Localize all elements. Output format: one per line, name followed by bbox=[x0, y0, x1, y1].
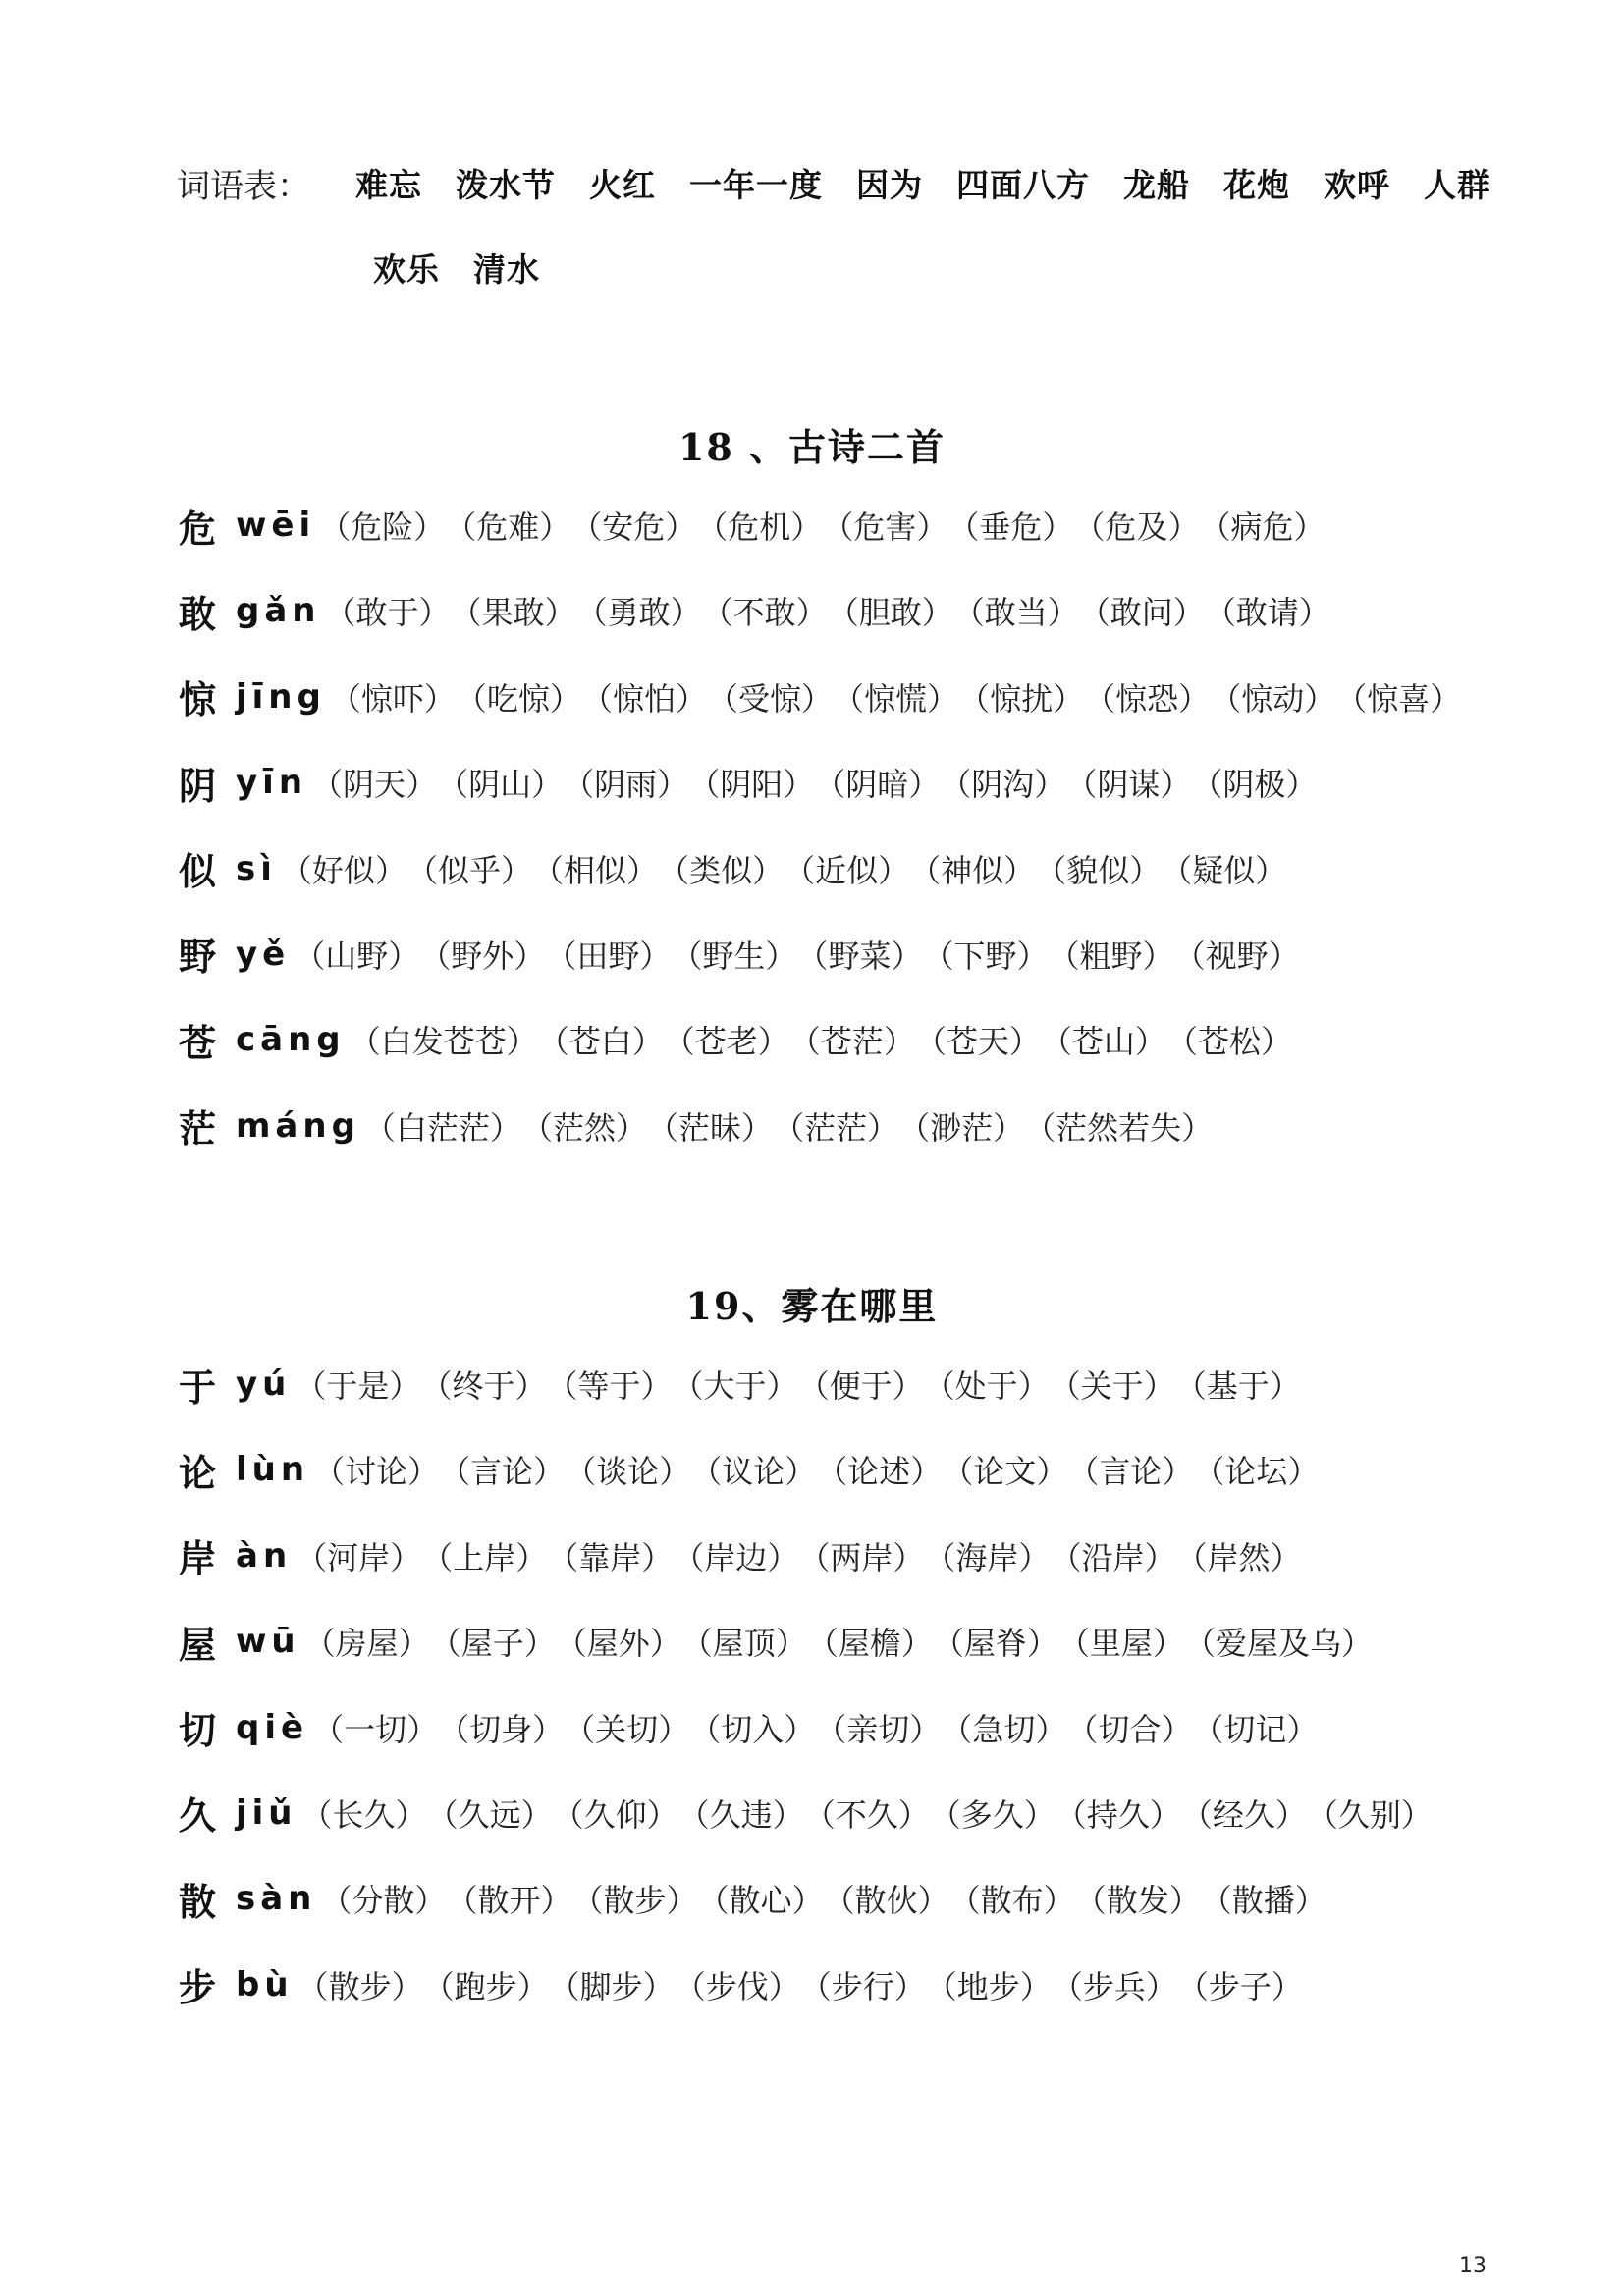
example-word: （ 苍茫 ） bbox=[789, 1017, 915, 1062]
example-word: （ 一切 ） bbox=[312, 1705, 438, 1750]
example-word: （ 野菜 ） bbox=[796, 932, 922, 977]
example-word: （ 言论 ） bbox=[439, 1447, 565, 1492]
character: 论 bbox=[179, 1450, 217, 1495]
example-word: （ 渺茫 ） bbox=[898, 1103, 1024, 1148]
example-word: （ 疑似 ） bbox=[1161, 846, 1286, 891]
example-word: （ 于是 ） bbox=[295, 1362, 420, 1407]
page-number: 13 bbox=[1459, 2254, 1487, 2278]
character: 惊 bbox=[179, 677, 217, 722]
pinyin: bù bbox=[236, 1964, 294, 2004]
example-word: （ 阴天 ） bbox=[311, 760, 437, 805]
character-entry bbox=[179, 667, 1573, 726]
example-word: （ 关切 ） bbox=[564, 1705, 689, 1750]
character: 阴 bbox=[179, 763, 217, 808]
vocab-word: 花炮 bbox=[1223, 165, 1290, 204]
example-word: （ 步兵 ） bbox=[1052, 1962, 1177, 2007]
example-word: （ 苍老 ） bbox=[664, 1017, 789, 1062]
example-word: （ 多久 ） bbox=[930, 1790, 1056, 1836]
example-word: （ 脚步 ） bbox=[549, 1962, 675, 2007]
example-word: （ 茫然 ） bbox=[521, 1103, 647, 1148]
character: 危 bbox=[179, 506, 217, 551]
example-word: （ 相似 ） bbox=[532, 846, 658, 891]
vocab-word: 清水 bbox=[473, 249, 540, 289]
example-word: （ 步伐 ） bbox=[675, 1962, 800, 2007]
example-word: （ 苍天 ） bbox=[915, 1017, 1041, 1062]
example-word: （ 茫然若失 ） bbox=[1024, 1103, 1213, 1148]
example-word: （ 惊慌 ） bbox=[833, 674, 958, 720]
example-word: （ 惊动 ） bbox=[1210, 674, 1335, 720]
vocabulary-row-1 bbox=[177, 157, 1551, 208]
example-word: （ 岸边 ） bbox=[673, 1533, 798, 1578]
example-word: （ 危难 ） bbox=[445, 503, 570, 548]
character-entry bbox=[179, 1869, 1573, 1928]
example-word: （ 久远 ） bbox=[427, 1790, 553, 1836]
vocab-word: 一年一度 bbox=[689, 165, 823, 204]
character: 野 bbox=[179, 934, 217, 980]
example-word: （ 苍松 ） bbox=[1166, 1017, 1292, 1062]
pinyin: qiè bbox=[236, 1707, 309, 1747]
example-word: （ 屋顶 ） bbox=[681, 1619, 807, 1664]
vocabulary-label: 词语表： bbox=[177, 166, 310, 206]
example-word: （ 论坛 ） bbox=[1193, 1447, 1319, 1492]
example-word: （ 苍山 ） bbox=[1041, 1017, 1166, 1062]
example-word: （ 好似 ） bbox=[281, 846, 406, 891]
example-word: （ 岸然 ） bbox=[1175, 1533, 1301, 1578]
example-word: （ 惊恐 ） bbox=[1084, 674, 1210, 720]
example-word: （ 类似 ） bbox=[658, 846, 784, 891]
character: 步 bbox=[179, 1965, 217, 2010]
example-word: （ 受惊 ） bbox=[707, 674, 833, 720]
example-word: （ 关于 ） bbox=[1050, 1362, 1175, 1407]
example-word: （ 果敢 ） bbox=[451, 588, 576, 633]
vocab-word: 四面八方 bbox=[956, 165, 1090, 204]
example-word: （ 房屋 ） bbox=[304, 1619, 430, 1664]
example-word: （ 便于 ） bbox=[798, 1362, 924, 1407]
character-entry bbox=[179, 1955, 1573, 2014]
example-word: （ 经久 ） bbox=[1181, 1790, 1307, 1836]
pinyin: jīng bbox=[236, 676, 326, 717]
example-word: （ 危险 ） bbox=[319, 503, 445, 548]
pinyin: sì bbox=[236, 848, 277, 888]
character: 散 bbox=[179, 1879, 217, 1924]
character: 似 bbox=[179, 849, 217, 894]
example-word: （ 危机 ） bbox=[696, 503, 822, 548]
character: 屋 bbox=[179, 1622, 217, 1667]
example-word: （ 屋脊 ） bbox=[933, 1619, 1058, 1664]
example-word: （ 久仰 ） bbox=[553, 1790, 678, 1836]
example-word: （ 视野 ） bbox=[1174, 932, 1300, 977]
vocab-word: 因为 bbox=[856, 165, 923, 204]
character-entry bbox=[179, 581, 1573, 640]
pinyin: cāng bbox=[236, 1020, 346, 1060]
example-word: （ 不敢 ） bbox=[702, 588, 828, 633]
vocab-word: 人群 bbox=[1424, 165, 1490, 204]
example-word: （ 持久 ） bbox=[1056, 1790, 1181, 1836]
lesson-entries bbox=[179, 1355, 1573, 2014]
character: 切 bbox=[179, 1708, 217, 1753]
example-word: （ 沿岸 ） bbox=[1050, 1533, 1175, 1578]
example-word: （ 野外 ） bbox=[419, 932, 545, 977]
example-word: （ 似乎 ） bbox=[406, 846, 532, 891]
pinyin: wū bbox=[236, 1622, 300, 1662]
example-word: （ 散开 ） bbox=[446, 1876, 571, 1921]
example-word: （ 胆敢 ） bbox=[828, 588, 953, 633]
pinyin: àn bbox=[236, 1535, 293, 1575]
character-entry bbox=[179, 1612, 1573, 1671]
example-word: （ 阴谋 ） bbox=[1065, 760, 1191, 805]
pinyin: wēi bbox=[236, 506, 316, 545]
example-word: （ 河岸 ） bbox=[296, 1533, 421, 1578]
example-word: （ 阴沟 ） bbox=[940, 760, 1065, 805]
example-word: （ 病危 ） bbox=[1199, 503, 1325, 548]
example-word: （ 海岸 ） bbox=[924, 1533, 1050, 1578]
pinyin: gǎn bbox=[236, 591, 321, 631]
example-word: （ 大于 ） bbox=[673, 1362, 798, 1407]
example-word: （ 步行 ） bbox=[800, 1962, 926, 2007]
example-word: （ 切身 ） bbox=[438, 1705, 564, 1750]
pinyin: yīn bbox=[236, 763, 308, 803]
vocabulary-list bbox=[177, 157, 1551, 293]
character: 于 bbox=[179, 1364, 217, 1410]
example-word: （ 两岸 ） bbox=[798, 1533, 924, 1578]
example-word: （ 阴雨 ） bbox=[563, 760, 688, 805]
example-word: （ 切合 ） bbox=[1066, 1705, 1192, 1750]
example-word: （ 阴极 ） bbox=[1191, 760, 1317, 805]
character-entry bbox=[179, 925, 1573, 984]
example-word: （ 终于 ） bbox=[420, 1362, 546, 1407]
pinyin: sàn bbox=[236, 1879, 317, 1919]
example-word: （ 安危 ） bbox=[570, 503, 696, 548]
vocabulary-row-2 bbox=[177, 241, 1551, 293]
example-word: （ 屋檐 ） bbox=[807, 1619, 933, 1664]
vocab-word: 泼水节 bbox=[456, 165, 556, 204]
example-word: （ 久别 ） bbox=[1307, 1790, 1433, 1836]
example-word: （ 茫茫 ） bbox=[773, 1103, 898, 1148]
example-word: （ 切入 ） bbox=[689, 1705, 815, 1750]
example-word: （ 茫昧 ） bbox=[647, 1103, 773, 1148]
example-word: （ 白茫茫 ） bbox=[364, 1103, 521, 1148]
character-entry bbox=[179, 753, 1573, 812]
character: 敢 bbox=[179, 591, 217, 636]
character-entry bbox=[179, 1355, 1573, 1414]
example-word: （ 切记 ） bbox=[1192, 1705, 1318, 1750]
example-word: （ 敢当 ） bbox=[953, 588, 1079, 633]
example-word: （ 基于 ） bbox=[1175, 1362, 1301, 1407]
character-entry bbox=[179, 1784, 1573, 1842]
example-word: （ 勇敢 ） bbox=[576, 588, 702, 633]
example-word: （ 靠岸 ） bbox=[547, 1533, 673, 1578]
pinyin: yě bbox=[236, 934, 291, 974]
pinyin: lùn bbox=[236, 1450, 310, 1490]
example-word: （ 田野 ） bbox=[545, 932, 671, 977]
example-word: （ 山野 ） bbox=[294, 932, 419, 977]
character: 岸 bbox=[179, 1536, 217, 1581]
example-word: （ 不久 ） bbox=[804, 1790, 930, 1836]
character: 茫 bbox=[179, 1106, 217, 1151]
pinyin: jiǔ bbox=[236, 1792, 298, 1833]
character-entry bbox=[179, 1096, 1573, 1155]
example-word: （ 貌似 ） bbox=[1035, 846, 1161, 891]
example-word: （ 垂危 ） bbox=[947, 503, 1073, 548]
example-word: （ 屋外 ） bbox=[556, 1619, 681, 1664]
vocab-word: 龙船 bbox=[1123, 165, 1190, 204]
example-word: （ 处于 ） bbox=[924, 1362, 1050, 1407]
example-word: （ 粗野 ） bbox=[1049, 932, 1174, 977]
example-word: （ 神似 ） bbox=[909, 846, 1035, 891]
example-word: （ 野生 ） bbox=[671, 932, 796, 977]
character-entry bbox=[179, 1698, 1573, 1757]
example-word: （ 敢问 ） bbox=[1079, 588, 1205, 633]
example-word: （ 近似 ） bbox=[784, 846, 909, 891]
lesson-title: 19、雾在哪里 bbox=[685, 1284, 939, 1328]
example-word: （ 危及 ） bbox=[1073, 503, 1199, 548]
example-word: （ 议论 ） bbox=[690, 1447, 816, 1492]
example-word: （ 敢请 ） bbox=[1205, 588, 1330, 633]
example-word: （ 阴阳 ） bbox=[688, 760, 814, 805]
example-word: （ 亲切 ） bbox=[815, 1705, 941, 1750]
example-word: （ 上岸 ） bbox=[421, 1533, 547, 1578]
example-word: （ 爱屋及乌 ） bbox=[1184, 1619, 1373, 1664]
vocab-word: 火红 bbox=[589, 165, 656, 204]
example-word: （ 散伙 ） bbox=[824, 1876, 949, 1921]
example-word: （ 白发苍苍 ） bbox=[350, 1017, 538, 1062]
vocab-word: 难忘 bbox=[355, 165, 422, 204]
example-word: （ 惊吓 ） bbox=[330, 674, 456, 720]
example-word: （ 散步 ） bbox=[298, 1962, 423, 2007]
example-word: （ 地步 ） bbox=[926, 1962, 1052, 2007]
character-entry bbox=[179, 1010, 1573, 1069]
pinyin: yú bbox=[236, 1364, 292, 1404]
example-word: （ 里屋 ） bbox=[1058, 1619, 1184, 1664]
example-word: （ 长久 ） bbox=[301, 1790, 427, 1836]
example-word: （ 阴暗 ） bbox=[814, 760, 940, 805]
lesson-title: 18 、古诗二首 bbox=[677, 425, 947, 469]
example-word: （ 等于 ） bbox=[546, 1362, 672, 1407]
character-entry bbox=[179, 1526, 1573, 1585]
example-word: （ 散布 ） bbox=[949, 1876, 1075, 1921]
example-word: （ 论述 ） bbox=[816, 1447, 942, 1492]
example-word: （ 讨论 ） bbox=[313, 1447, 439, 1492]
example-word: （ 敢于 ） bbox=[325, 588, 451, 633]
lesson-entries bbox=[179, 496, 1573, 1155]
example-word: （ 急切 ） bbox=[941, 1705, 1066, 1750]
character-entry bbox=[179, 496, 1573, 555]
vocab-word: 欢乐 bbox=[373, 249, 440, 289]
example-word: （ 散播 ） bbox=[1201, 1876, 1326, 1921]
example-word: （ 言论 ） bbox=[1067, 1447, 1193, 1492]
example-word: （ 久违 ） bbox=[678, 1790, 804, 1836]
example-word: （ 阴山 ） bbox=[437, 760, 563, 805]
character: 久 bbox=[179, 1793, 217, 1839]
example-word: （ 惊扰 ） bbox=[958, 674, 1084, 720]
character: 苍 bbox=[179, 1020, 217, 1065]
example-word: （ 跑步 ） bbox=[423, 1962, 549, 2007]
example-word: （ 散心 ） bbox=[698, 1876, 824, 1921]
example-word: （ 谈论 ） bbox=[565, 1447, 690, 1492]
character-entry bbox=[179, 1440, 1573, 1499]
example-word: （ 散发 ） bbox=[1075, 1876, 1201, 1921]
example-word: （ 步子 ） bbox=[1177, 1962, 1303, 2007]
example-word: （ 屋子 ） bbox=[430, 1619, 556, 1664]
vocab-word: 欢呼 bbox=[1324, 165, 1390, 204]
example-word: （ 分散 ） bbox=[320, 1876, 446, 1921]
pinyin: máng bbox=[236, 1105, 360, 1146]
example-word: （ 散步 ） bbox=[571, 1876, 697, 1921]
example-word: （ 下野 ） bbox=[922, 932, 1048, 977]
example-word: （ 惊喜 ） bbox=[1335, 674, 1461, 720]
example-word: （ 危害 ） bbox=[822, 503, 947, 548]
example-word: （ 苍白 ） bbox=[538, 1017, 664, 1062]
example-word: （ 论文 ） bbox=[942, 1447, 1067, 1492]
example-word: （ 吃惊 ） bbox=[456, 674, 581, 720]
example-word: （ 惊怕 ） bbox=[581, 674, 707, 720]
character-entry bbox=[179, 839, 1573, 898]
